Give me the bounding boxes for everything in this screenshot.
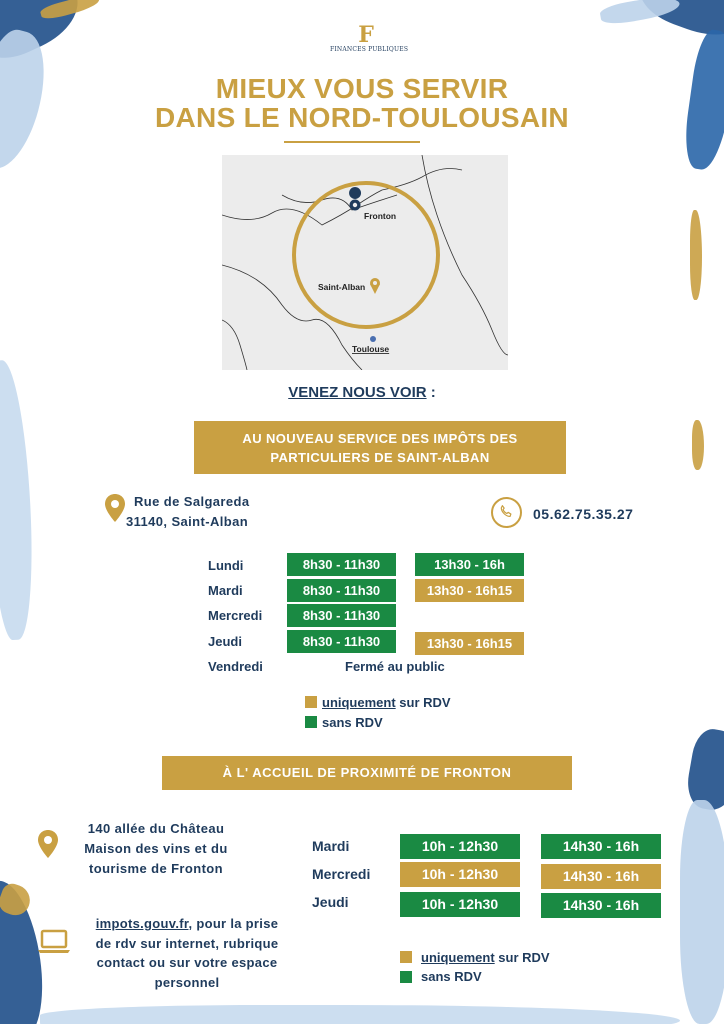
- map-label-saint-alban: Saint-Alban: [318, 282, 366, 292]
- schedule1-mardi-am: 8h30 - 11h30: [287, 579, 396, 602]
- schedule1-day-vendredi: Vendredi: [208, 659, 263, 674]
- phone-icon: [491, 497, 522, 528]
- logo-mark: F: [358, 22, 374, 48]
- schedule2-day-jeudi: Jeudi: [312, 894, 349, 910]
- legend1-rdv-label: [322, 695, 451, 710]
- legend1-rdv-rest: sur RDV: [395, 695, 451, 710]
- web-appointment-info: [76, 914, 298, 992]
- decor-brush-right-gold-2: [692, 420, 704, 470]
- section1-heading-line1: AU NOUVEAU SERVICE DES IMPÔTS DES: [242, 431, 518, 446]
- schedule2-mardi-pm: 14h30 - 16h: [541, 834, 661, 859]
- legend2-sans-rdv-swatch: [400, 971, 412, 983]
- schedule1-day-mercredi: Mercredi: [208, 608, 263, 623]
- decor-brush-right-gold: [690, 210, 702, 300]
- saint-alban-address-line1: Rue de Salgareda: [134, 494, 250, 509]
- decor-brush-right-bottom-light: [680, 800, 724, 1024]
- web-line4: personnel: [154, 974, 220, 990]
- schedule1-vendredi-closed: Fermé au public: [345, 659, 445, 674]
- saint-alban-address-line2: 31140, Saint-Alban: [126, 514, 249, 529]
- schedule1-jeudi-am: 8h30 - 11h30: [287, 630, 396, 653]
- map-label-fronton: Fronton: [364, 211, 397, 221]
- venez-text: VENEZ NOUS VOIR: [288, 384, 427, 401]
- finances-publiques-logo: [330, 22, 409, 53]
- schedule2-jeudi-pm: 14h30 - 16h: [541, 893, 661, 918]
- fronton-address-line1: 140 allée du Château: [87, 821, 225, 836]
- impots-gouv-link[interactable]: impots.gouv.fr: [95, 916, 189, 931]
- map-label-toulouse: Toulouse: [352, 344, 390, 354]
- decor-brush-left-light: [0, 359, 37, 641]
- schedule1-mercredi-am: 8h30 - 11h30: [287, 604, 396, 627]
- legend1-sans-rdv-swatch: [305, 716, 317, 728]
- page-title: [0, 74, 724, 132]
- legend2-rdv-swatch: [400, 951, 412, 963]
- schedule2-mercredi-pm: 14h30 - 16h: [541, 864, 661, 889]
- schedule2-day-mercredi: Mercredi: [312, 866, 371, 882]
- schedule1-day-lundi: Lundi: [208, 558, 244, 573]
- title-line-1: MIEUX VOUS SERVIR: [215, 73, 509, 104]
- legend1-sans-rdv-label: sans RDV: [322, 715, 383, 730]
- venez-nous-voir-heading: [0, 384, 724, 401]
- region-map: [222, 155, 508, 370]
- title-line-2: DANS LE NORD-TOULOUSAIN: [155, 102, 569, 133]
- legend2-rdv-rest: sur RDV: [494, 950, 550, 965]
- section1-heading-line2: PARTICULIERS DE SAINT-ALBAN: [270, 450, 490, 465]
- section-fronton-heading: À L' ACCUEIL DE PROXIMITÉ DE FRONTON: [162, 756, 572, 790]
- web-line2: de rdv sur internet, rubrique: [95, 935, 279, 951]
- toulouse-map-dot: [370, 336, 376, 342]
- fronton-address: [66, 819, 246, 879]
- legend2-sans-rdv-label: sans RDV: [421, 969, 482, 984]
- legend1-rdv-swatch: [305, 696, 317, 708]
- title-divider: [284, 141, 420, 143]
- saint-alban-address: [126, 492, 250, 532]
- schedule1-lundi-am: 8h30 - 11h30: [287, 553, 396, 576]
- schedule1-jeudi-pm: 13h30 - 16h15: [415, 632, 524, 655]
- section-saint-alban-heading: [194, 421, 566, 474]
- legend2-rdv-label: [421, 950, 550, 965]
- web-line3: contact ou sur votre espace: [96, 955, 278, 970]
- schedule1-day-jeudi: Jeudi: [208, 634, 242, 649]
- schedule2-mercredi-am: 10h - 12h30: [400, 862, 520, 887]
- legend1-rdv-underlined: uniquement: [322, 695, 396, 710]
- saint-alban-phone[interactable]: 05.62.75.35.27: [533, 506, 634, 522]
- location-pin-icon: [104, 493, 126, 523]
- decor-brush-bottom-light: [40, 1005, 680, 1024]
- legend2-rdv-underlined: uniquement: [421, 950, 495, 965]
- schedule1-mardi-pm: 13h30 - 16h15: [415, 579, 524, 602]
- laptop-icon: [37, 928, 71, 956]
- venez-suffix: :: [426, 384, 436, 401]
- schedule2-mardi-am: 10h - 12h30: [400, 834, 520, 859]
- logo-text: FINANCES PUBLIQUES: [330, 46, 409, 53]
- fronton-address-line3: tourisme de Fronton: [89, 861, 223, 876]
- schedule2-day-mardi: Mardi: [312, 838, 350, 854]
- schedule1-lundi-pm: 13h30 - 16h: [415, 553, 524, 576]
- schedule2-jeudi-am: 10h - 12h30: [400, 892, 520, 917]
- web-line1-rest: , pour la prise: [188, 916, 279, 931]
- location-pin-icon-fronton: [37, 829, 59, 859]
- fronton-address-line2: Maison des vins et du: [84, 841, 228, 856]
- schedule1-day-mardi: Mardi: [208, 583, 243, 598]
